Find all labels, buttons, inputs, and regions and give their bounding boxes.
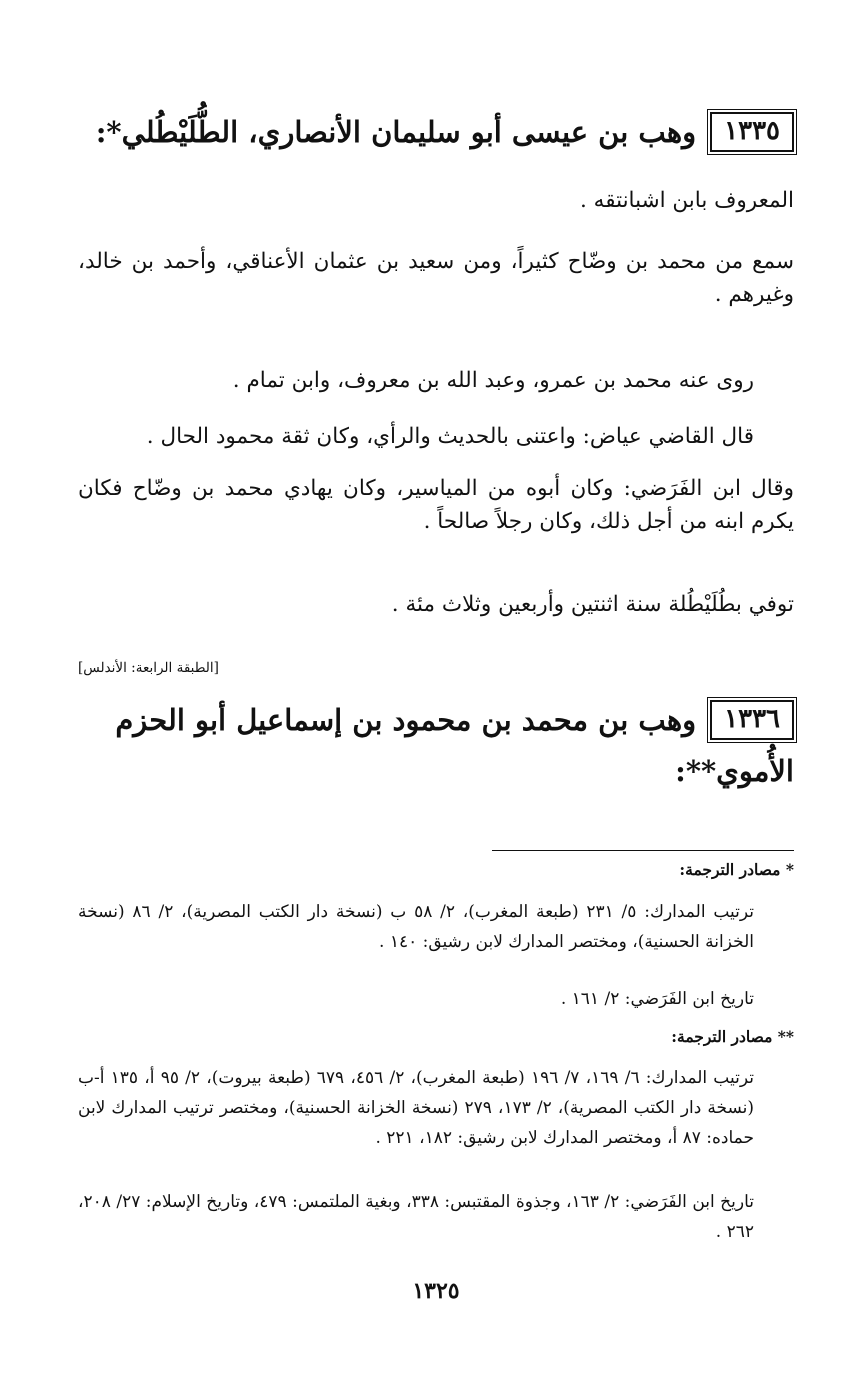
paragraph: سمع من محمد بن وضّاح كثيراً، ومن سعيد بن عثمان الأعناقي، وأحمد بن خالد، وغيرهم . [78, 249, 794, 308]
paragraph: وقال ابن الفَرَضي: وكان أبوه من المياسير، وكان يهادي محمد بن وضّاح فكان يكرم ابنه من أجل ذلك، وكان رجلاً صالحاً . [78, 476, 794, 535]
entry-number-box: ١٣٣٦ [710, 700, 794, 740]
entry-title: وهب بن محمد بن محمود بن إسماعيل أبو الحزم [115, 702, 697, 737]
section-tag: [الطبقة الرابعة: الأندلس] [78, 660, 219, 676]
footnote-text: ترتيب المدارك: ٥/ ٢٣١ (طبعة المغرب)، ٢/ ٥٨ ب (نسخة دار الكتب المصرية)، ٢/ ٨٦ (نسخة الخزانة الحسنية)، ومختصر المدارك لابن رشيق: ١٤٠ . [78, 902, 754, 952]
paragraph: المعروف بابن اشبانتقه . [580, 188, 794, 213]
footnote-heading: ** مصادر الترجمة: [671, 1027, 794, 1046]
book-page [78, 0, 794, 1375]
footnote-divider [492, 850, 794, 851]
page-number: ١٣٢٥ [412, 1278, 460, 1304]
paragraph: توفي بطُلَيْطُلة سنة اثنتين وأربعين وثلاث مئة . [391, 592, 794, 617]
paragraph: روى عنه محمد بن عمرو، وعبد الله بن معروف، وابن تمام . [232, 368, 754, 393]
entry-heading-1336 [78, 700, 794, 740]
footnote-text: ترتيب المدارك: ٦/ ١٦٩، ٧/ ١٩٦ (طبعة المغرب)، ٢/ ٤٥٦، ٦٧٩ (طبعة بيروت)، ٢/ ٩٥ أ، ١٣٥ أ-ب (نسخة دار الكتب المصرية)، ٢/ ١٧٣، ٢٧٩ (نسخة الخزانة الحسنية)، ومختصر ترتيب المدارك لابن حماده: ٨٧ أ، ومختصر المدارك لابن رشيق: ١٨٢، ٢٢١ . [78, 1068, 755, 1148]
entry-title-continued: الأُموي**: [675, 754, 794, 788]
footnote-text: تاريخ ابن الفَرَضي: ٢/ ١٦١ . [560, 989, 754, 1009]
paragraph: قال القاضي عياض: واعتنى بالحديث والرأي، وكان ثقة محمود الحال . [146, 424, 754, 449]
entry-number-box: ١٣٣٥ [710, 112, 794, 152]
footnote-text: تاريخ ابن الفَرَضي: ٢/ ١٦٣، وجذوة المقتبس: ٣٣٨، وبغية الملتمس: ٤٧٩، وتاريخ الإسلام: ٢٧/ ٢٠٨، ٢٦٢ . [78, 1192, 754, 1242]
entry-title: وهب بن عيسى أبو سليمان الأنصاري، الطُّلَيْطُلي*: [95, 114, 697, 149]
entry-heading-1335 [78, 112, 794, 152]
footnote-heading: * مصادر الترجمة: [679, 860, 794, 879]
